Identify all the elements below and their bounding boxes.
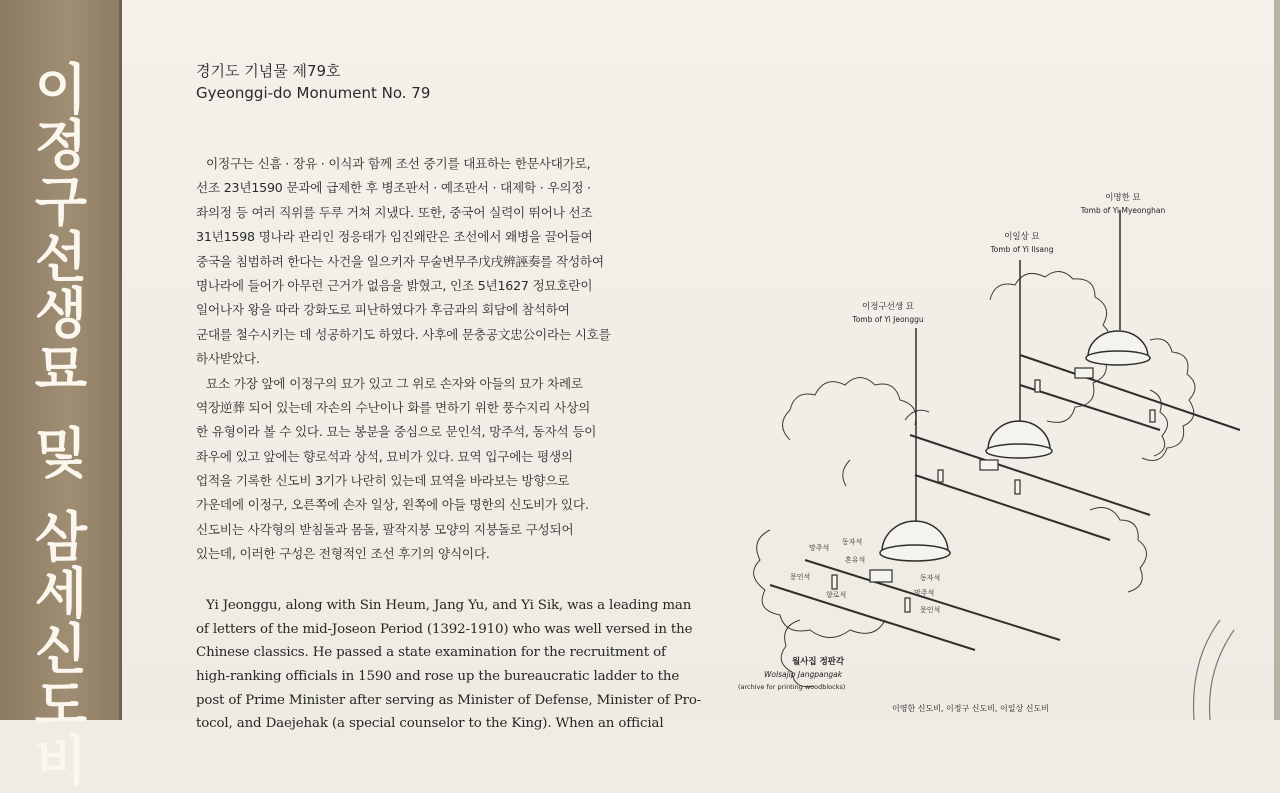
side-title-char: 구 <box>34 170 88 233</box>
label-tomb-myeonghan-ko: 이명한 묘 <box>1105 193 1141 203</box>
en-line: of letters of the mid-Joseon Period (1392-1910) who was well versed in the <box>196 621 693 637</box>
mound-base-jeonggu <box>880 545 950 561</box>
monument-number-en: Gyeonggi-do Monument No. 79 <box>196 84 431 102</box>
side-title-char: 세 <box>34 562 88 625</box>
ko-line: 업적을 기록한 신도비 3기가 나란히 있는데 묘역을 바라보는 방향으로 <box>196 473 570 489</box>
ko-line: 하사받았다. <box>196 351 260 367</box>
ko-line: 묘소 가장 앞에 이정구의 묘가 있고 그 위로 손자와 아들의 묘가 차례로 <box>206 375 583 391</box>
label-mangjuseok: 망주석 <box>809 544 830 552</box>
label-munninseok: 문인석 <box>790 573 811 581</box>
label-tomb-ilsang-ko: 이일상 묘 <box>1004 232 1040 242</box>
label-munninseok-2: 문인석 <box>920 606 941 614</box>
en-line: Yi Jeonggu, along with Sin Heum, Jang Yu, and Yi Sik, was a leading man <box>206 598 692 613</box>
label-steles: 이영한 신도비, 이정구 신도비, 이일상 신도비 <box>892 704 1049 713</box>
terrace-line <box>1020 355 1240 430</box>
side-title-char: 생 <box>34 282 88 345</box>
ko-line: 명나라에 들어가 아무런 근거가 없음을 밝혔고, 인조 5년1627 정묘호란이 <box>196 277 593 293</box>
ko-line: 역장逆葬 되어 있는데 자손의 수난이나 화를 면하기 위한 풍수지리 사상의 <box>196 399 591 415</box>
tomb-site-diagram <box>730 180 1250 720</box>
ko-line: 군대를 철수시키는 데 성공하기도 하였다. 사후에 문충공文忠公이라는 시호를 <box>196 326 611 342</box>
ko-line: 신도비는 사각형의 받침돌과 몸돌, 팔작지붕 모양의 지붕돌로 구성되어 <box>196 521 574 537</box>
label-wolsajip-en: Wolsajip Jangpangak <box>764 670 843 679</box>
terrace-line <box>770 585 975 650</box>
ko-line: 이정구는 신흠 · 장유 · 이식과 함께 조선 중기를 대표하는 한문사대가로, <box>206 156 591 171</box>
stone-table <box>1075 368 1093 378</box>
terrace-line <box>915 475 1110 540</box>
ko-line: 중국을 침범하려 한다는 사건을 일으키자 무술변무주戊戌辨誣奏를 작성하여 <box>196 253 604 269</box>
label-dongjaseok-2: 동자석 <box>920 574 941 582</box>
stone-table <box>870 570 892 582</box>
panel-right-edge <box>1274 0 1280 720</box>
side-title <box>22 58 100 793</box>
stone-table <box>980 460 998 470</box>
ko-line: 좌우에 있고 앞에는 향로석과 상석, 묘비가 있다. 묘역 입구에는 평생의 <box>196 448 573 464</box>
label-tomb-myeonghan-en: Tomb of Yi Myeonghan <box>1080 206 1166 215</box>
ko-line: 한 유형이라 볼 수 있다. 묘는 봉분을 중심으로 문인석, 망주석, 동자석 등이 <box>196 424 597 440</box>
label-tomb-jeonggu-ko: 이정구선생 묘 <box>862 302 914 312</box>
side-title-band <box>0 0 122 793</box>
label-hyangroseok: 향로석 <box>826 591 847 599</box>
ko-line: 31년1598 명나라 관리인 정응태가 임진왜란은 조선에서 왜병을 끌어들여 <box>196 229 593 245</box>
mound-base-myeonghan <box>1086 351 1150 365</box>
path-curve <box>1210 630 1235 720</box>
ko-line: 좌의정 등 여러 직위를 두루 거쳐 지냈다. 또한, 중국어 실력이 뛰어나 선조 <box>196 204 593 220</box>
label-tomb-jeonggu-en: Tomb of Yi Jeonggu <box>852 315 924 324</box>
label-mangjuseok-2: 망주석 <box>914 589 935 597</box>
path-curve <box>1194 620 1220 720</box>
korean-description <box>196 152 678 567</box>
ko-line: 일어나자 왕을 따라 강화도로 피난하였다가 후금과의 회담에 참석하여 <box>196 302 570 318</box>
en-line: tocol, and Daejehak (a special counselor to the King). When an official <box>196 716 664 732</box>
side-title-char: 비 <box>34 730 88 793</box>
stone-figure <box>1015 480 1020 494</box>
stone-figure <box>1150 410 1155 422</box>
en-line: post of Prime Minister after serving as Minister of Defense, Minister of Pro- <box>196 692 702 708</box>
side-title-char: 묘 <box>34 338 88 401</box>
stone-figure <box>1035 380 1040 392</box>
side-title-char: 도 <box>34 674 88 737</box>
mound-base-ilsang <box>986 444 1052 458</box>
stone-figure <box>938 470 943 482</box>
side-title-char: 선 <box>34 226 88 289</box>
side-title-char: 정 <box>34 114 88 177</box>
side-title-char: 신 <box>34 618 88 681</box>
ko-line: 선조 23년1590 문과에 급제한 후 병조판서 · 예조판서 · 대제학 · 우의정 · <box>196 180 591 196</box>
terrace-line <box>805 560 1060 640</box>
monument-number-ko: 경기도 기념물 제79호 <box>196 62 341 80</box>
side-title-char: 및 <box>34 422 88 485</box>
stone-figure <box>832 575 837 589</box>
label-wolsajip-ko: 월사집 정판각 <box>792 657 845 667</box>
en-line: high-ranking officials in 1590 and rose up the bureaucratic ladder to the <box>196 669 680 685</box>
label-wolsajip-desc: (archive for printing woodblocks) <box>738 683 846 691</box>
side-title-char: 삼 <box>34 506 88 569</box>
ko-line: 가운데에 이정구, 오른쪽에 손자 일상, 왼쪽에 아들 명한의 신도비가 있다. <box>196 497 589 513</box>
label-tomb-ilsang-en: Tomb of Yi Ilsang <box>990 245 1054 254</box>
terrace-line <box>1020 385 1160 430</box>
english-description <box>196 594 702 736</box>
label-dongjaseok: 동자석 <box>842 538 863 546</box>
ko-line: 있는데, 이러한 구성은 전형적인 조선 후기의 양식이다. <box>196 546 490 562</box>
side-title-char: 이 <box>34 58 88 121</box>
stone-figure <box>905 598 910 612</box>
label-honyuseok: 혼유석 <box>845 556 866 564</box>
en-line: Chinese classics. He passed a state examination for the recruitment of <box>196 645 666 661</box>
